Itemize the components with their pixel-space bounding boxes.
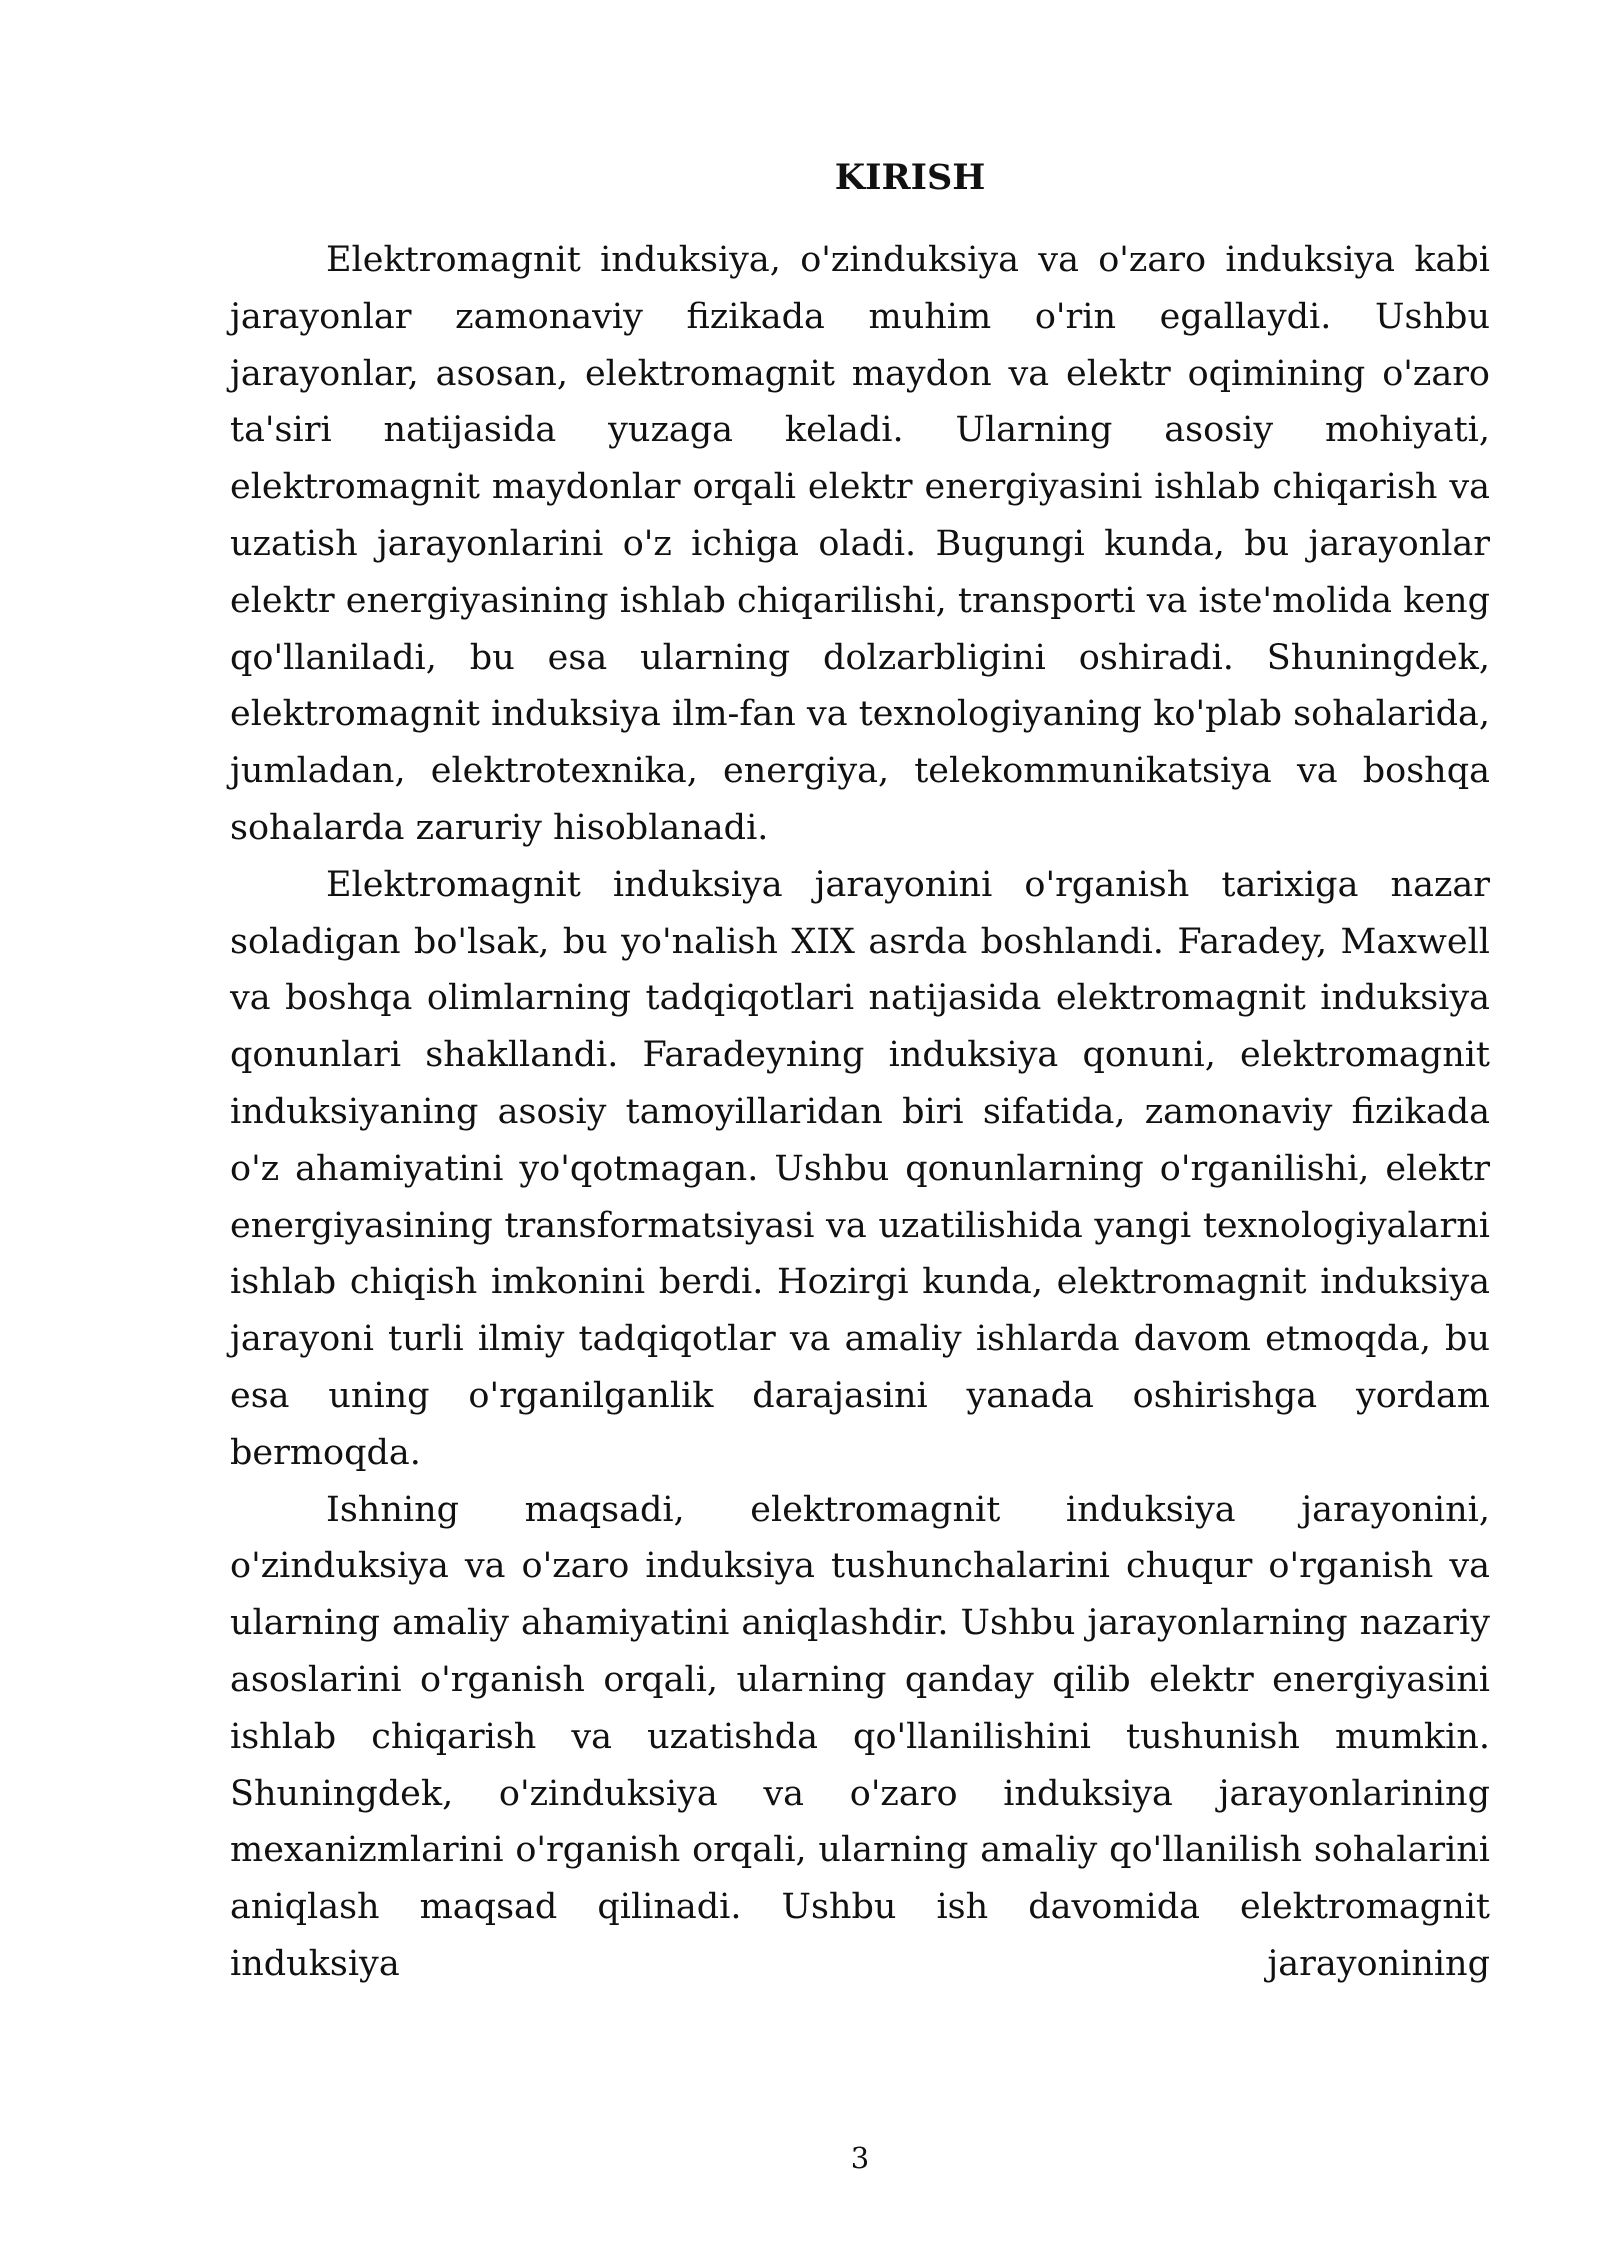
paragraph-3: Ishning maqsadi, elektromagnit induksiya jarayonini, o'zinduksiya va o'zaro induksiya tushunchalarini chuqur o'rganish va ularning amaliy ahamiyatini aniqlashdir. Ushbu jarayonlarning nazariy asoslarini o'rganish orqali, ularning qanday qilib elektr energiyasini ishlab chiqarish va uzatishda qo'llanilishini tushunish mumkin. Shuningdek, o'zinduksiya va o'zaro induksiya jarayonlarining mexanizmlarini o'rganish orqali, ularning amaliy qo'llanilish sohalarini aniqlash maqsad qilinadi. Ushbu ish davomida elektromagnit induksiya jarayonining — [230, 1489, 1490, 1984]
section-title: KIRISH — [834, 157, 986, 198]
paragraph-2: Elektromagnit induksiya jarayonini o'rganish tarixiga nazar soladigan bo'lsak, bu yo'nalish XIX asrda boshlandi. Faradey, Maxwell va boshqa olimlarning tadqiqotlari natijasida elektromagnit induksiya qonunlari shakllandi. Faradeyning induksiya qonuni, elektromagnit induksiyaning asosiy tamoyillaridan biri sifatida, zamonaviy fizikada o'z ahamiyatini yo'qotmagan. Ushbu qonunlarning o'rganilishi, elektr energiyasining transformatsiyasi va uzatilishida yangi texnologiyalarni ishlab chiqish imkonini berdi. Hozirgi kunda, elektromagnit induksiya jarayoni turli ilmiy tadqiqotlar va amaliy ishlarda davom etmoqda, bu esa uning o'rganilganlik darajasini yanada oshirishga yordam bermoqda. — [230, 864, 1490, 1473]
page-content — [230, 150, 1490, 1993]
paragraph-1: Elektromagnit induksiya, o'zinduksiya va o'zaro induksiya kabi jarayonlar zamonaviy fizikada muhim o'rin egallaydi. Ushbu jarayonlar, asosan, elektromagnit maydon va elektr oqimining o'zaro ta'siri natijasida yuzaga keladi. Ularning asosiy mohiyati, elektromagnit maydonlar orqali elektr energiyasini ishlab chiqarish va uzatish jarayonlarini o'z ichiga oladi. Bugungi kunda, bu jarayonlar elektr energiyasining ishlab chiqarilishi, transporti va iste'molida keng qo'llaniladi, bu esa ularning dolzarbligini oshiradi. Shuningdek, elektromagnit induksiya ilm-fan va texnologiyaning ko'plab sohalarida, jumladan, elektrotexnika, energiya, telekommunikatsiya va boshqa sohalarda zaruriy hisoblanadi. — [230, 240, 1490, 848]
page-number: 3 — [850, 2141, 870, 2175]
